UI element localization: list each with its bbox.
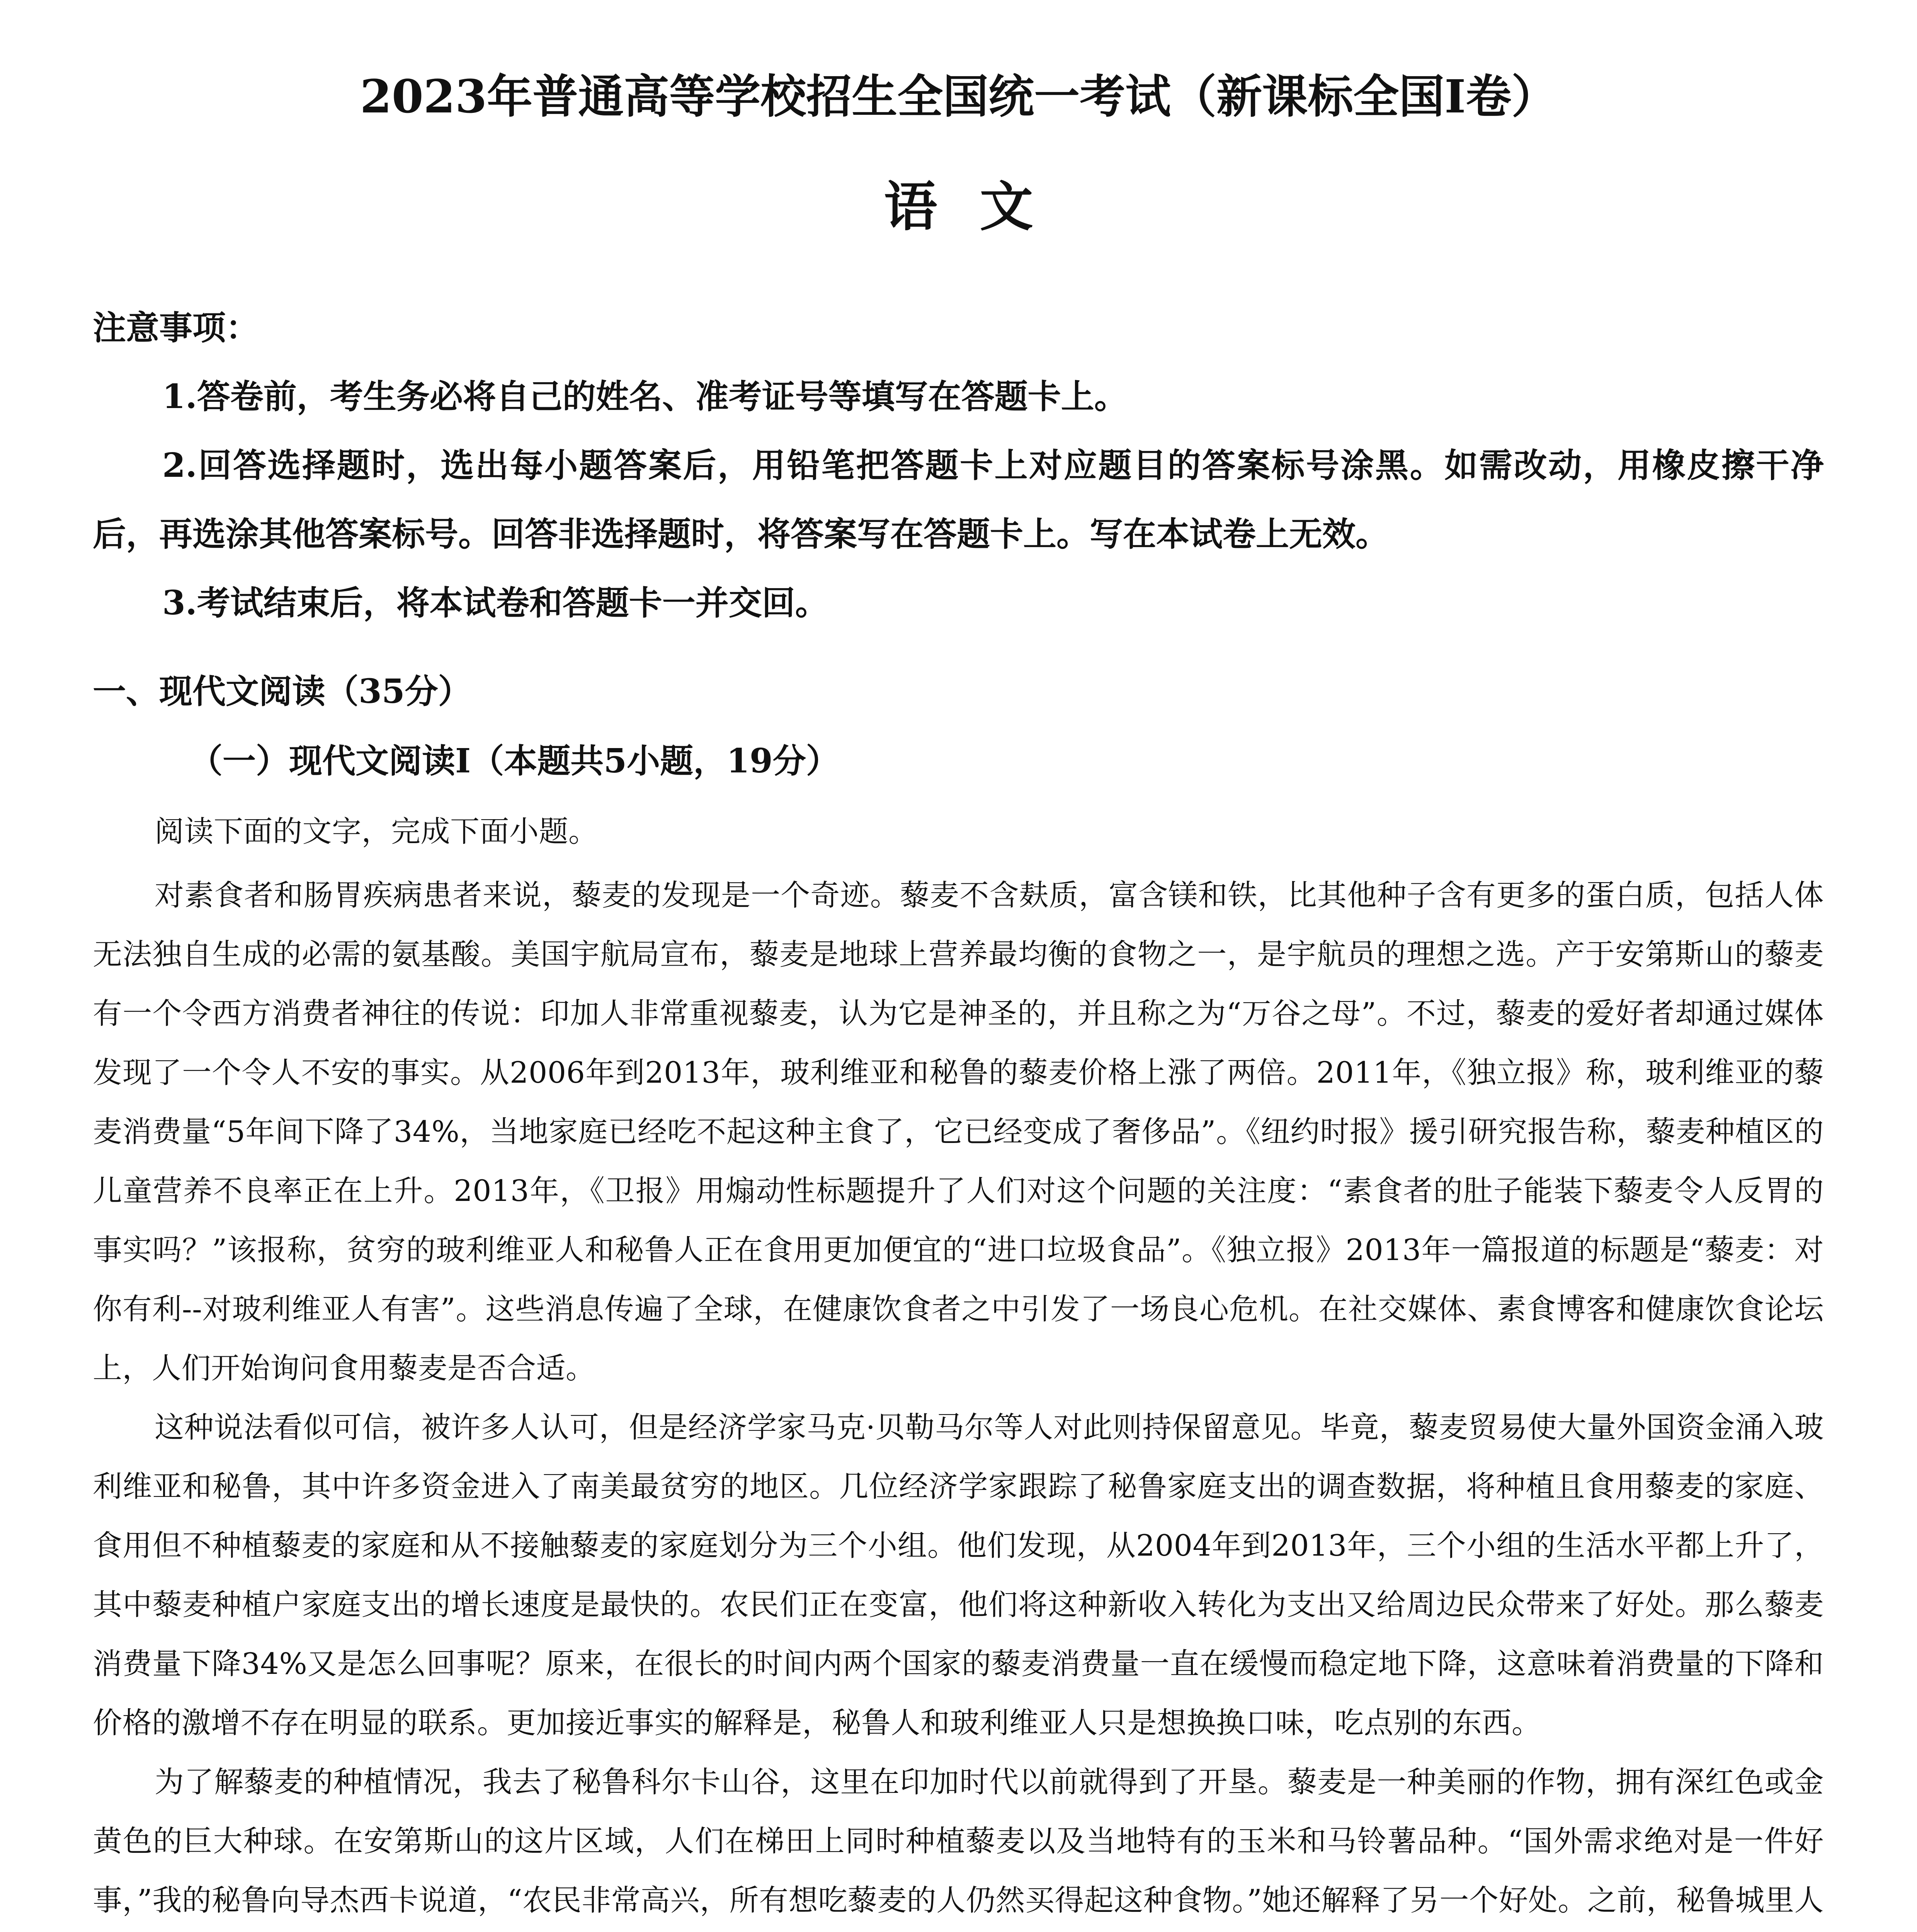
passage-paragraph-2: 这种说法看似可信，被许多人认可，但是经济学家马克·贝勒马尔等人对此则持保留意见。毕竟，藜麦贸易使大量外国资金涌入玻利维亚和秘鲁，其中许多资金进入了南美最贫穷的地区。几位经济学家跟踪了秘鲁家庭支出的调查数据，将种植且食用藜麦的家庭、食用但不种植藜麦的家庭和从不接触藜麦的家庭划分为三个小组。他们发现，从2004年到2013年，三个小组的生活水平都上升了，其中藜麦种植户家庭支出的增长速度是最快的。农民们正在变富，他们将这种新收入转化为支出又给周边民众带来了好处。那么藜麦消费量下降34%又是怎么回事呢？原来，在很长的时间内两个国家的藜麦消费量一直在缓慢而稳定地下降，这意味着消费量的下降和价格的激增不存在明显的联系。更加接近事实的解释是，秘鲁人和玻利维亚人只是想换换口味，吃点别的东西。 [93, 1410, 1824, 1740]
notes-block [93, 294, 1824, 638]
passage-paragraph-3: 为了解藜麦的种植情况，我去了秘鲁科尔卡山谷，这里在印加时代以前就得到了开垦。藜麦是一种美丽的作物，拥有深红色或金黄色的巨大种球。在安第斯山的这片区域，人们在梯田上同时种植藜麦以及当地特有的玉米和马铃薯品种。“国外需求绝对是一件好事，”我的秘鲁向导杰西卡说道，“农民非常高兴，所有想吃藜麦的人仍然买得起这种食物。”她还解释了另一个好处。之前，秘鲁城里人 [93, 1765, 1824, 1917]
exam-title: 2023年普通高等学校招生全国统一考试（新课标全国Ⅰ卷） [360, 70, 1557, 123]
section-heading: 一、现代文阅读（35分） [93, 672, 471, 711]
note-item-3: 3.考试结束后，将本试卷和答题卡一并交回。 [162, 583, 828, 622]
reading-instruction: 阅读下面的文字，完成下面小题。 [155, 814, 598, 849]
passage-paragraph-1: 对素食者和肠胃疾病患者来说，藜麦的发现是一个奇迹。藜麦不含麸质，富含镁和铁，比其他种子含有更多的蛋白质，包括人体无法独自生成的必需的氨基酸。美国宇航局宣布，藜麦是地球上营养最均衡的食物之一，是宇航员的理想之选。产于安第斯山的藜麦有一个令西方消费者神往的传说：印加人非常重视藜麦，认为它是神圣的，并且称之为“万谷之母”。不过，藜麦的爱好者却通过媒体发现了一个令人不安的事实。从2006年到2013年，玻利维亚和秘鲁的藜麦价格上涨了两倍。2011年，《独立报》称，玻利维亚的藜麦消费量“5年间下降了34%，当地家庭已经吃不起这种主食了，它已经变成了奢侈品”。《纽约时报》援引研究报告称，藜麦种植区的儿童营养不良率正在上升。2013年，《卫报》用煽动性标题提升了人们对这个问题的关注度：“素食者的肚子能装下藜麦令人反胃的事实吗？”该报称，贫穷的玻利维亚人和秘鲁人正在食用更加便宜的“进口垃圾食品”。《独立报》2013年一篇报道的标题是“藜麦：对你有利--对玻利维亚人有害”。这些消息传遍了全球，在健康饮食者之中引发了一场良心危机。在社交媒体、素食博客和健康饮食论坛上，人们开始询问食用藜麦是否合适。 [93, 878, 1824, 1385]
note-item-1: 1.答卷前，考生务必将自己的姓名、准考证号等填写在答题卡上。 [162, 377, 1128, 416]
notes-heading: 注意事项： [93, 308, 259, 347]
subject-title: 语文 [884, 175, 1076, 238]
section-heading-block [93, 657, 1824, 796]
part-heading: （一）现代文阅读Ⅰ（本题共5小题，19分） [189, 742, 839, 781]
note-item-2: 2.回答选择题时，选出每小题答案后，用铅笔把答题卡上对应题目的答案标号涂黑。如需改动，用橡皮擦干净后，再选涂其他答案标号。回答非选择题时，将答案写在答题卡上。写在本试卷上无效。 [93, 446, 1824, 554]
reading-passage [93, 802, 1824, 1932]
